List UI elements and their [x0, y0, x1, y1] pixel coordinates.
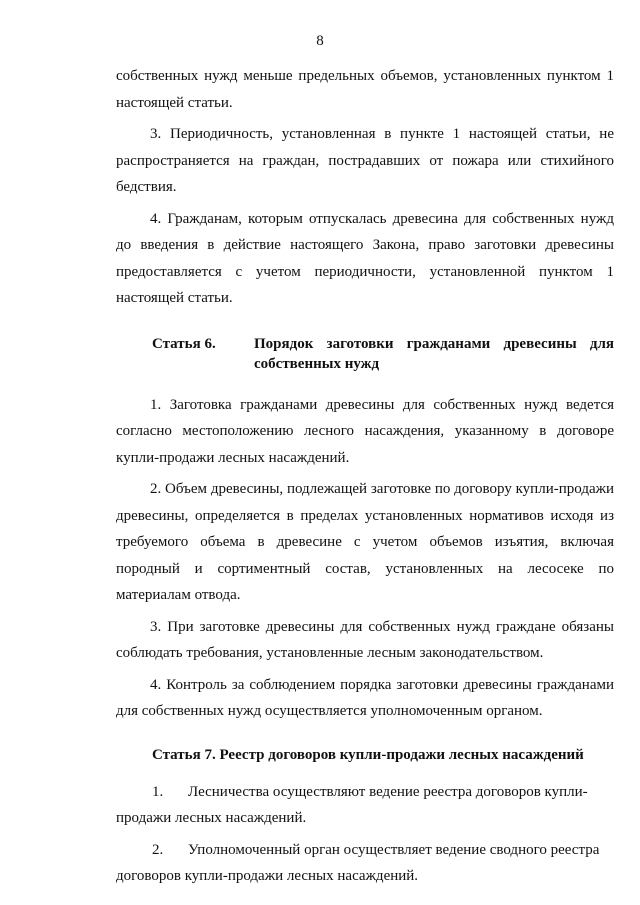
page-number: 8 — [316, 33, 324, 49]
article-6-title: Порядок заготовки гражданами древесины для собственных нужд — [254, 335, 614, 372]
article-6-heading — [116, 334, 614, 374]
paragraph: 2. Объем древесины, подлежащей заготовке по договору купли-продажи древесины, определяется в пределах установленных нормативов исходя из требуемого объема в древесине с учетом объемов изъятия, включая породный и сортиментный состав, установленных на лесосеке по материалам отвода. — [116, 481, 614, 603]
item-text-continued: договоров купли-продажи лесных насаждений. — [116, 868, 419, 884]
paragraph: собственных нужд меньше предельных объемов, установленных пунктом 1 настоящей статьи. — [116, 68, 614, 111]
item-number: 1. — [152, 783, 164, 800]
article-7-heading: Статья 7. Реестр договоров купли-продажи лесных насаждений — [152, 746, 584, 763]
item-text: Уполномоченный орган осуществляет ведение сводного реестра — [188, 841, 600, 858]
numbered-item — [116, 837, 614, 864]
paragraph: 4. Гражданам, которым отпускалась древесина для собственных нужд до введения в действие настоящего Закона, право заготовки древесины предоставляется с учетом периодичности, установленной пунктом 1 настоящей статьи. — [116, 210, 614, 306]
paragraph: 4. Контроль за соблюдением порядка заготовки древесины гражданами для собственных нужд осуществляется уполномоченным органом. — [116, 676, 614, 719]
item-number: 2. — [152, 841, 164, 858]
article-6-number: Статья 6. — [152, 335, 216, 352]
paragraph: 3. Периодичность, установленная в пункте 1 настоящей статьи, не распространяется на граждан, пострадавших от пожара или стихийного бедствия. — [116, 126, 614, 195]
numbered-item — [116, 779, 614, 806]
item-text-continued: продажи лесных насаждений. — [116, 810, 307, 826]
paragraph: 3. При заготовке древесины для собственных нужд граждане обязаны соблюдать требования, установленные лесным законодательством. — [116, 618, 614, 661]
paragraph: 1. Заготовка гражданами древесины для собственных нужд ведется согласно местоположению лесного насаждения, указанному в договоре купли-продажи лесных насаждений. — [116, 396, 614, 466]
document-body — [116, 63, 614, 895]
item-text: Лесничества осуществляют ведение реестра договоров купли- — [188, 783, 588, 800]
